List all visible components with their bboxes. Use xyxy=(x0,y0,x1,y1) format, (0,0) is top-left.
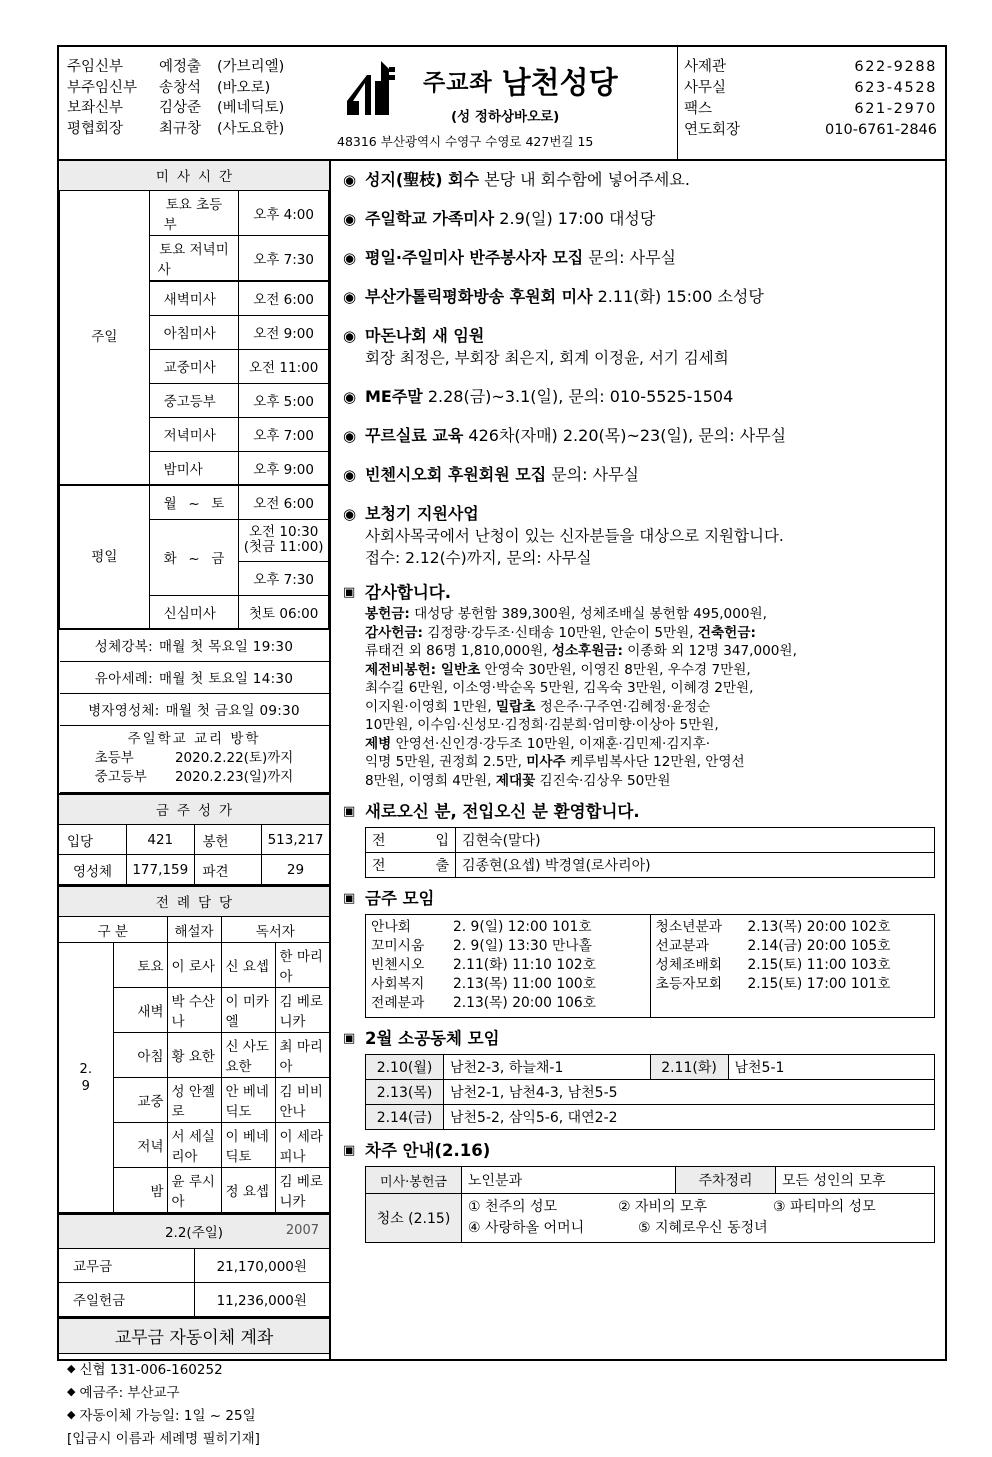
liturgy-duty-table xyxy=(59,885,329,1213)
special-value: 매월 첫 목요일 19:30 xyxy=(158,639,294,655)
mass-name: 신심미사 xyxy=(149,595,239,629)
hymn-value: 421 xyxy=(127,825,195,855)
announcement-heading: 보청기 지원사업 xyxy=(365,504,479,523)
sgc-groups: 남천5-2, 삼익5-6, 대연2-2 xyxy=(444,1105,935,1130)
bullet-circle-icon: ◉ xyxy=(343,288,357,306)
clergy-row xyxy=(67,57,331,78)
contact-row xyxy=(684,57,937,78)
week-meetings-body xyxy=(365,888,935,1018)
sgc-date: 2.14(금) xyxy=(366,1105,444,1130)
contact-row xyxy=(684,120,937,141)
right-column xyxy=(331,161,945,1359)
announcement-item xyxy=(343,208,935,230)
mass-schedule-table xyxy=(59,161,329,793)
meetings-right-cell xyxy=(650,915,935,1018)
table-row xyxy=(366,853,935,878)
liturgy-commentator: 박 수산나 xyxy=(167,988,221,1033)
clean-item: ④ 사랑하올 어머니 xyxy=(468,1220,585,1236)
announcement-heading: ME주말 xyxy=(365,387,423,406)
thanks-donations-text xyxy=(365,605,935,790)
announcement-item xyxy=(343,247,935,269)
bullet-icon: ◆ xyxy=(67,1407,76,1421)
newcomers-title: 새로오신 분, 전입오신 분 환영합니다. xyxy=(365,802,640,821)
list-item: 안나회 2. 9(일) 12:00 101호 xyxy=(371,919,592,935)
clergy-saint: (베네딕토) xyxy=(217,100,285,116)
contact-row xyxy=(684,99,937,120)
announcement-detail: 426차(자매) 2.20(목)~23(일), 문의: 사무실 xyxy=(463,426,787,445)
announcement-detail: 본당 내 회수함에 넣어주세요. xyxy=(479,170,690,189)
donation-line: 감사헌금: 김정량·강두조·신태송 10만원, 안순이 5만원, 건축헌금: xyxy=(365,624,756,641)
clergy-role: 부주임신부 xyxy=(67,79,138,96)
mass-name: 중고등부 xyxy=(149,383,239,417)
mass-name: 저녁미사 xyxy=(149,417,239,451)
announcement-item xyxy=(343,169,935,191)
list-item: 사회복지 2.13(목) 11:00 100호 xyxy=(371,976,597,992)
small-communities-section xyxy=(343,1028,935,1130)
announcement-item xyxy=(343,286,935,308)
bullet-square-icon: ▣ xyxy=(343,804,356,819)
contact-label: 팩스 xyxy=(684,101,713,117)
bulletin-header xyxy=(59,47,945,161)
table-row xyxy=(366,915,935,1018)
weekday-label: 평일 xyxy=(60,485,150,629)
mass-time: 첫토 06:00 xyxy=(239,595,329,629)
offering-amount: 21,170,000원 xyxy=(194,1248,329,1282)
mass-time: 오전 6:00 xyxy=(239,281,329,315)
announcement-detail: 2.9(일) 17:00 대성당 xyxy=(494,209,656,228)
clergy-list xyxy=(59,47,331,159)
account-line: ◆ 자동이체 가능일: 1일 ~ 25일 xyxy=(67,1407,256,1424)
bullet-circle-icon: ◉ xyxy=(343,505,357,523)
announcement-heading: 평일·주일미사 반주봉사자 모집 xyxy=(365,248,584,267)
announcement-heading: 꾸르실료 교육 xyxy=(365,426,464,445)
contact-label: 연도회장 xyxy=(684,122,741,138)
clean-item: ① 천주의 성모 xyxy=(468,1199,558,1215)
donation-line: 제병 안영선·신인경·강두조 10만원, 이재훈·김민제·김지후· xyxy=(365,735,711,752)
account-line: ◆ 신협 131-006-160252 xyxy=(67,1361,223,1378)
liturgy-reader-1: 이 미카엘 xyxy=(221,988,275,1033)
special-label: 유아세례: xyxy=(94,671,153,687)
bullet-square-icon: ▣ xyxy=(343,1143,356,1158)
bullet-circle-icon: ◉ xyxy=(343,249,357,267)
bullet-circle-icon: ◉ xyxy=(343,210,357,228)
donation-line: 익명 5만원, 권정희 2.5만, 미사주 케루빔복사단 12만원, 안영선 xyxy=(365,754,745,770)
liturgy-header-reader: 독서자 xyxy=(221,917,329,943)
left-column xyxy=(59,161,331,1447)
small-communities-body xyxy=(365,1028,935,1130)
contact-list xyxy=(677,47,945,159)
mass-time: 오후 5:00 xyxy=(239,383,329,417)
offering-year: 2007 xyxy=(285,1223,319,1238)
thanks-body-wrap xyxy=(365,582,935,790)
next-week-mass-key: 미사·봉헌금 xyxy=(366,1167,462,1194)
school-until: 2020.2.23(일)까지 xyxy=(174,769,294,785)
next-week-body xyxy=(365,1140,935,1243)
bullet-circle-icon: ◉ xyxy=(343,327,357,345)
next-week-mass-value: 노인분과 xyxy=(462,1167,676,1194)
church-logo-icon xyxy=(345,61,417,117)
list-item: 청소년분과 2.13(목) 20:00 102호 xyxy=(655,919,891,935)
bullet-circle-icon: ◉ xyxy=(343,466,357,484)
mass-name: 토요 초등부 xyxy=(149,191,239,236)
mass-time-main: 오전 10:30 xyxy=(249,524,319,540)
mass-time: 오후 7:30 xyxy=(239,561,329,595)
announcement-text xyxy=(365,208,655,230)
newcomer-key: 전 출 xyxy=(366,853,456,878)
announcement-text xyxy=(365,247,676,269)
liturgy-commentator: 이 로사 xyxy=(167,943,221,988)
small-communities-table xyxy=(365,1054,935,1130)
contact-value: 623-4528 xyxy=(854,80,937,96)
liturgy-reader-2: 최 마리아 xyxy=(275,1033,329,1078)
mass-time: 오후 9:00 xyxy=(239,451,329,485)
announcement-detail: 문의: 사무실 xyxy=(583,248,676,267)
offering-date: 2.2(주일) xyxy=(164,1224,224,1241)
liturgy-date: 2. 9 xyxy=(59,943,113,1213)
mass-time: 오전 6:00 xyxy=(239,485,329,519)
liturgy-reader-1: 이 베네딕토 xyxy=(221,1123,275,1168)
announcement-subline: 회장 최정은, 부회장 최은지, 회계 이정윤, 서기 김세희 xyxy=(365,349,729,367)
sgc-groups: 남천2-1, 남천4-3, 남천5-5 xyxy=(444,1080,935,1105)
mass-time xyxy=(239,519,329,561)
special-value: 매월 첫 토요일 14:30 xyxy=(158,671,294,687)
account-details xyxy=(59,1353,329,1457)
thanks-section xyxy=(343,582,935,790)
announcement-heading: 성지(聖枝) 회수 xyxy=(365,170,480,189)
mass-time: 오전 9:00 xyxy=(239,315,329,349)
mass-schedule-title: 미사시간 xyxy=(60,161,329,191)
contact-value: 621-2970 xyxy=(854,101,937,117)
school-grade: 중고등부 xyxy=(94,769,147,785)
account-note: [입금시 이름과 세례명 필히기재] xyxy=(67,1430,260,1447)
newcomer-value: 김종현(요셉) 박경열(로사리아) xyxy=(456,853,935,878)
newcomers-section xyxy=(343,801,935,878)
bullet-circle-icon: ◉ xyxy=(343,427,357,445)
donation-line: 봉헌금: 대성당 봉헌함 389,300원, 성체조배실 봉헌함 495,000원, xyxy=(365,606,767,622)
liturgy-time: 아침 xyxy=(113,1033,167,1078)
next-week-clean-key: 청소 (2.15) xyxy=(366,1194,462,1243)
clergy-saint: (사도요한) xyxy=(217,120,285,137)
offering-date-band xyxy=(59,1214,329,1248)
offering-amount: 11,236,000원 xyxy=(194,1282,329,1316)
announcement-subline: 사회사목국에서 난청이 있는 신자분들을 대상으로 지원합니다. xyxy=(365,527,784,545)
account-line: ◆ 예금주: 부산교구 xyxy=(67,1384,180,1401)
mass-name: 아침미사 xyxy=(149,315,239,349)
clergy-role: 보좌신부 xyxy=(67,100,124,116)
mass-time: 오후 7:30 xyxy=(239,236,329,282)
bulletin-body xyxy=(59,161,945,1447)
mass-name: 월 ~ 토 xyxy=(149,485,239,519)
announcement-detail: 2.11(화) 15:00 소성당 xyxy=(592,287,764,306)
special-label: 성체강복: xyxy=(94,639,153,655)
liturgy-duty-title: 전례담당 xyxy=(59,886,329,917)
announcement-subline-2: 접수: 2.12(수)까지, 문의: 사무실 xyxy=(365,549,592,567)
liturgy-commentator: 황 요한 xyxy=(167,1033,221,1078)
announcement-heading: 빈첸시오회 후원회원 모집 xyxy=(365,465,547,484)
donation-line: 제전비봉헌: 일반초 안영숙 30만원, 이영진 8만원, 우수경 7만원, xyxy=(365,661,751,678)
special-label: 병자영성체: xyxy=(88,703,160,719)
school-break-row xyxy=(64,768,325,787)
week-meetings-title: 금주 모임 xyxy=(365,889,435,908)
school-break-box xyxy=(60,726,329,793)
announcement-detail: 2.28(금)~3.1(일), 문의: 010-5525-1504 xyxy=(422,387,734,406)
church-title-main: 남천성당 xyxy=(501,66,618,101)
table-row xyxy=(366,1080,935,1105)
bullet-circle-icon: ◉ xyxy=(343,388,357,406)
mass-time: 오전 11:00 xyxy=(239,349,329,383)
next-week-parking-value: 모든 성인의 모후 xyxy=(776,1167,935,1194)
mass-time: 오후 4:00 xyxy=(239,191,329,236)
list-item: 빈첸시오 2.11(화) 11:10 102호 xyxy=(371,957,597,973)
hymns-title: 금주성가 xyxy=(59,794,329,825)
bullet-icon: ◆ xyxy=(67,1384,76,1398)
church-title-prefix: 주교좌 xyxy=(423,70,493,96)
announcement-heading: 주일학교 가족미사 xyxy=(365,209,495,228)
announcement-heading: 마돈나회 새 임원 xyxy=(365,326,485,345)
list-item: 전례분과 2.13(목) 20:00 106호 xyxy=(371,995,597,1011)
liturgy-reader-1: 안 베네딕도 xyxy=(221,1078,275,1123)
list-item: 성체조배회 2.15(토) 11:00 103호 xyxy=(655,957,891,973)
bullet-square-icon: ▣ xyxy=(343,585,356,600)
liturgy-commentator: 성 안젤로 xyxy=(167,1078,221,1123)
hymn-value: 513,217 xyxy=(262,825,330,855)
offering-label: 주일헌금 xyxy=(59,1282,194,1316)
clergy-name: 예정출 xyxy=(159,59,202,75)
mass-name: 토요 저녁미사 xyxy=(149,236,239,282)
donation-line: 류태건 외 86명 1,810,000원, 성소후원금: 이종화 외 12명 347,000원, xyxy=(365,643,797,659)
liturgy-time: 교중 xyxy=(113,1078,167,1123)
contact-row xyxy=(684,78,937,99)
list-item: 선교분과 2.14(금) 20:00 105호 xyxy=(655,938,891,954)
announcement-text xyxy=(365,464,639,486)
clergy-row xyxy=(67,78,331,99)
announcement-text xyxy=(365,503,784,569)
announcement-text xyxy=(365,386,733,408)
liturgy-reader-2: 김 비비안나 xyxy=(275,1078,329,1123)
sgc-groups: 남천5-1 xyxy=(728,1055,935,1080)
liturgy-reader-2: 한 마리아 xyxy=(275,943,329,988)
hymn-key: 입당 xyxy=(59,825,127,855)
sgc-date: 2.13(목) xyxy=(366,1080,444,1105)
table-row xyxy=(366,1055,935,1080)
contact-label: 사제관 xyxy=(684,59,727,75)
clergy-row xyxy=(67,119,331,140)
clergy-role: 평협회장 xyxy=(67,120,124,137)
liturgy-time: 저녁 xyxy=(113,1123,167,1168)
week-meetings-table xyxy=(365,914,935,1018)
clergy-row xyxy=(67,98,331,119)
clergy-name: 송창석 xyxy=(159,79,202,96)
list-item: 꼬미시움 2. 9(일) 13:30 만나홀 xyxy=(371,938,592,954)
mass-name: 밤미사 xyxy=(149,451,239,485)
liturgy-commentator: 윤 루시아 xyxy=(167,1168,221,1213)
account-title: 교무금 자동이체 계좌 xyxy=(59,1318,329,1354)
next-week-parking-key: 주차정리 xyxy=(676,1167,776,1194)
special-infant-baptism xyxy=(60,662,329,694)
account-table xyxy=(59,1317,329,1457)
next-week-section xyxy=(343,1140,935,1243)
announcement-item xyxy=(343,325,935,369)
clergy-saint: (바오로) xyxy=(217,79,271,96)
liturgy-reader-2: 김 베로니카 xyxy=(275,988,329,1033)
liturgy-reader-2: 김 베로니카 xyxy=(275,1168,329,1213)
donation-line: 최수길 6만원, 이소영·박순옥 5만원, 김옥숙 3만원, 이혜경 2만원, xyxy=(365,680,754,696)
offering-table xyxy=(59,1213,329,1317)
sgc-date: 2.10(월) xyxy=(366,1055,444,1080)
newcomers-table xyxy=(365,827,935,878)
school-break-row xyxy=(64,749,325,768)
special-benediction xyxy=(60,629,329,662)
liturgy-header-division: 구 분 xyxy=(59,917,167,943)
announcement-text xyxy=(365,425,786,447)
school-break-title: 주일학교 교리 방학 xyxy=(127,731,261,747)
bullet-square-icon: ▣ xyxy=(343,891,356,906)
announcement-text xyxy=(365,325,729,369)
hymn-value: 29 xyxy=(262,855,330,885)
bullet-circle-icon: ◉ xyxy=(343,171,357,189)
offering-label: 교무금 xyxy=(59,1248,194,1282)
bullet-square-icon: ▣ xyxy=(343,1031,356,1046)
contact-value: 010-6761-2846 xyxy=(825,122,937,138)
table-row xyxy=(366,828,935,853)
table-row xyxy=(366,1167,935,1194)
liturgy-time: 밤 xyxy=(113,1168,167,1213)
meetings-left-cell xyxy=(366,915,651,1018)
table-row xyxy=(366,1105,935,1130)
sgc-date: 2.11(화) xyxy=(650,1055,728,1080)
contact-value: 622-9288 xyxy=(854,59,937,75)
week-meetings-section xyxy=(343,888,935,1018)
newcomers-body xyxy=(365,801,935,878)
announcement-heading: 부산가톨릭평화방송 후원회 미사 xyxy=(365,287,593,306)
hymn-value: 177,159 xyxy=(127,855,195,885)
church-address: 48316 부산광역시 수영구 수영로 427번길 15 xyxy=(337,134,594,149)
church-title xyxy=(423,55,618,99)
liturgy-time: 새벽 xyxy=(113,988,167,1033)
next-week-title: 차주 안내(2.16) xyxy=(365,1141,491,1160)
announcement-detail: 문의: 사무실 xyxy=(546,465,640,484)
bulletin-sheet xyxy=(57,45,947,1447)
hymn-key: 봉헌 xyxy=(194,825,262,855)
school-until: 2020.2.22(토)까지 xyxy=(174,750,294,766)
next-week-clean-value xyxy=(462,1194,935,1243)
contact-label: 사무실 xyxy=(684,80,727,96)
announcement-item xyxy=(343,386,935,408)
clergy-saint: (가브리엘) xyxy=(217,59,285,75)
newcomer-value: 김현숙(말다) xyxy=(456,828,935,853)
mass-name: 교중미사 xyxy=(149,349,239,383)
liturgy-time: 토요 xyxy=(113,943,167,988)
mass-time: 오후 7:00 xyxy=(239,417,329,451)
donation-line: 10만원, 이수임·신성모·김정희·김분희·엄미향·이상아 5만원, xyxy=(365,717,719,733)
mass-name: 화 ~ 금 xyxy=(149,519,239,595)
liturgy-commentator: 서 세실리아 xyxy=(167,1123,221,1168)
hymns-table xyxy=(59,793,329,885)
mass-time-note: (첫금 11:00) xyxy=(243,539,324,555)
announcement-item xyxy=(343,425,935,447)
hymn-key: 파견 xyxy=(194,855,262,885)
thanks-title: 감사합니다. xyxy=(365,583,451,602)
table-row xyxy=(366,1194,935,1243)
announcement-text xyxy=(365,286,764,308)
church-identity xyxy=(331,47,677,159)
announcement-text xyxy=(365,169,690,191)
clean-item: ② 자비의 모후 xyxy=(618,1199,708,1215)
liturgy-reader-1: 신 요셉 xyxy=(221,943,275,988)
announcement-item xyxy=(343,503,935,569)
next-week-table xyxy=(365,1166,935,1243)
church-subtitle: (성 정하상바오로) xyxy=(451,109,560,125)
clergy-name: 김상준 xyxy=(159,100,202,116)
clean-item: ③ 파티마의 성모 xyxy=(773,1199,876,1215)
donation-line: 이지원·이영희 1만원, 밀랍초 정은주·구주연·김혜정·윤정순 xyxy=(365,698,711,715)
liturgy-reader-1: 정 요셉 xyxy=(221,1168,275,1213)
announcement-item xyxy=(343,464,935,486)
sgc-groups: 남천2-3, 하늘채-1 xyxy=(444,1055,651,1080)
clean-item: ⑤ 지혜로우신 동정녀 xyxy=(638,1220,768,1236)
list-item: 초등자모회 2.15(토) 17:00 101호 xyxy=(655,976,891,992)
hymn-key: 영성체 xyxy=(59,855,127,885)
clergy-name: 최규창 xyxy=(159,120,202,137)
bullet-icon: ◆ xyxy=(67,1361,76,1375)
donation-line: 8만원, 이영희 4만원, 제대꽃 김진숙·김상우 50만원 xyxy=(365,772,671,789)
special-sick-communion xyxy=(60,694,329,726)
liturgy-header-commentator: 해설자 xyxy=(167,917,221,943)
newcomer-key: 전 입 xyxy=(366,828,456,853)
school-grade: 초등부 xyxy=(94,750,134,766)
special-value: 매월 첫 금요일 09:30 xyxy=(165,703,300,719)
sunday-label: 주일 xyxy=(60,191,150,486)
clergy-role: 주임신부 xyxy=(67,59,124,75)
liturgy-reader-2: 이 세라피나 xyxy=(275,1123,329,1168)
liturgy-reader-1: 신 사도요한 xyxy=(221,1033,275,1078)
mass-name: 새벽미사 xyxy=(149,281,239,315)
small-communities-title: 2월 소공동체 모임 xyxy=(365,1029,500,1048)
